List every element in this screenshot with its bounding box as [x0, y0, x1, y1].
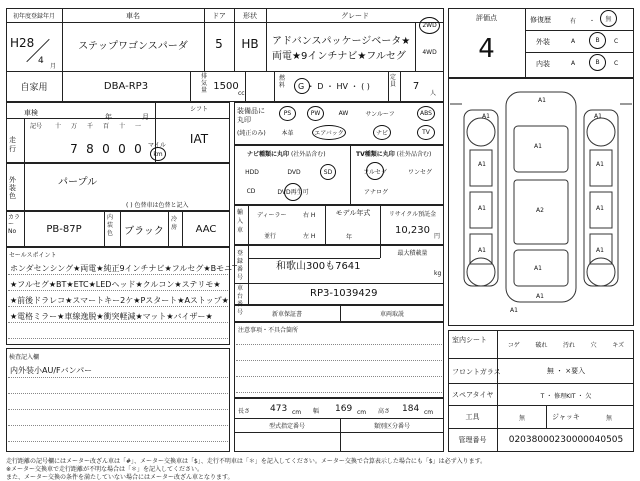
- damage-mark: A1: [534, 265, 542, 272]
- height-value: 184: [402, 404, 420, 414]
- score-label: 評価点: [476, 14, 497, 22]
- sales-point-line: ★前後ドラレコ★スマートキー2ケ★Pスタート★Aストップ★: [10, 296, 229, 305]
- digit-header: 十: [54, 123, 61, 130]
- displacement-label: 排気量: [201, 73, 208, 94]
- int-grade-a: A: [571, 60, 576, 67]
- ext-grade-c: C: [614, 38, 619, 45]
- int-grade-b: B: [595, 59, 600, 66]
- digit-header: 万: [70, 123, 77, 130]
- equip-tv: TV: [422, 129, 430, 136]
- tools-value: 無: [518, 414, 525, 422]
- capacity-unit: 人: [430, 90, 437, 97]
- sales-point-line: ホンダセンシング★両電★純正9インチナビ★フルセグ★BモニT: [10, 264, 237, 273]
- navi-dvd-play: DVD再生可: [277, 188, 309, 196]
- use-type: 自家用: [20, 82, 48, 93]
- digit-header: 千: [86, 123, 93, 130]
- equip-leather: 本革: [281, 130, 294, 137]
- frame-number: RP3-1039429: [310, 288, 378, 299]
- windshield-label: フロントガラス: [452, 368, 501, 376]
- interior-check-item: 破れ: [535, 342, 548, 349]
- damage-mark: A1: [478, 205, 486, 212]
- tv-oneseg: ワンセグ: [407, 168, 432, 176]
- windshield-options: 無 ・ ×要入: [546, 367, 586, 375]
- footer-note: ※メーター交換車で走行距離が不明な場合は「＊」を記入してください。: [6, 466, 204, 473]
- max-load-label: 最大積載量: [397, 249, 428, 257]
- repair-no: 無: [605, 16, 612, 23]
- unit-mile: マイル: [148, 142, 166, 149]
- interior-check-item: キズ: [612, 342, 625, 349]
- repair-yes: 有: [570, 18, 577, 25]
- tv-fullseg: フルセグ: [363, 168, 387, 176]
- length-value: 473: [270, 404, 288, 414]
- spare-tire-options: T ・ 修理KIT ・ 欠: [540, 392, 592, 400]
- inspector-block: [6, 348, 230, 452]
- equip-navi: ナビ: [375, 130, 388, 137]
- drive-4wd: 4WD: [422, 48, 437, 56]
- displacement-unit: cc: [238, 90, 245, 97]
- recycle-label: リサイクル預託金: [388, 210, 437, 218]
- import-label: 輸入車: [237, 209, 244, 234]
- frame-label: 車台番号: [237, 285, 244, 316]
- fuel-options: G ・ D ・ HV ・ ( ): [298, 82, 370, 91]
- equip-ps: PS: [283, 110, 292, 117]
- repaint-note: ( ) 色替車は色替と記入: [126, 202, 189, 209]
- odometer-symbol-label: 記号: [30, 123, 43, 130]
- fuel-label: 燃料: [279, 75, 286, 89]
- damage-mark: A1: [482, 113, 490, 120]
- navi-label: [247, 149, 326, 158]
- type-number-label: 型式指定番号: [268, 423, 305, 430]
- transmission: IAT: [189, 132, 209, 146]
- inspector-label: 検査記入欄: [9, 354, 40, 361]
- tv-label-text: TV種類に丸印: [356, 151, 395, 158]
- footer-note: また、メーター交換の条件を満たしていない場合にはメーター改ざん車となります。: [6, 474, 234, 481]
- damage-mark: A1: [478, 161, 486, 168]
- damage-mark: A1: [478, 247, 486, 254]
- interior-check-item: 汚れ: [563, 342, 576, 349]
- car-name-label: 車名: [126, 11, 140, 20]
- int-grade-c: C: [614, 60, 619, 67]
- damage-mark: A1: [596, 247, 604, 254]
- damage-mark: A1: [596, 161, 604, 168]
- jack-label: ジャッキ: [552, 413, 580, 421]
- exterior-grade-label: 外装: [536, 38, 550, 46]
- navi-label-text: ナビ種類に丸印: [247, 151, 290, 158]
- import-right-hand: 右 H: [303, 212, 316, 219]
- drive-2wd: 2WD: [422, 22, 437, 29]
- height-label: 高さ: [378, 408, 391, 415]
- exterior-color: パープル: [58, 177, 98, 188]
- equip-pw: PW: [310, 110, 321, 117]
- ext-grade-a: A: [571, 38, 576, 45]
- new-warranty-label: 新車保証書: [271, 311, 302, 318]
- notes-label: 注意事項・不具合箇所: [238, 327, 299, 334]
- import-parallel: 並行: [264, 233, 277, 240]
- car-diagram: [450, 80, 632, 324]
- displacement: 1500: [213, 80, 239, 92]
- odometer-digit: 0: [102, 142, 110, 156]
- import-dealer: ディーラー: [257, 212, 287, 219]
- tools-label: 工具: [465, 413, 480, 421]
- odometer-digit: 0: [118, 142, 126, 156]
- navi-cd: CD: [246, 187, 256, 195]
- odometer-digit-headers: [50, 121, 150, 129]
- manage-number: 02038000230000040505: [508, 435, 624, 445]
- model-year-unit: 年: [346, 234, 353, 241]
- damage-mark: A1: [538, 97, 546, 104]
- grade-line-1: アドバンスパッケージベータ★: [272, 36, 411, 47]
- model-year-label: モデル年式: [335, 209, 371, 217]
- width-unit: cm: [357, 409, 367, 416]
- manual-label: 車両取説: [379, 311, 404, 318]
- interior-check-item: 穴: [590, 342, 597, 349]
- interior-check-items: [500, 340, 632, 349]
- jack-value: 無: [606, 415, 613, 422]
- running-label: 走行: [9, 136, 16, 153]
- grade-label: グレード: [341, 11, 369, 20]
- capacity-label: 定員: [390, 74, 397, 88]
- grade-line-2: 両電★9インチナビ★フルセグ: [272, 51, 406, 62]
- odometer-digits: [66, 142, 150, 156]
- damage-mark: A1: [594, 113, 602, 120]
- shape-label: 形状: [243, 11, 257, 20]
- interior-seat-label: 室内シート: [452, 336, 487, 344]
- equip-sunroof: サンルーフ: [365, 111, 395, 118]
- color-no: PB-87P: [46, 223, 82, 235]
- vehicle-inspection-label: 車検: [24, 109, 38, 117]
- length-unit: cm: [292, 409, 302, 416]
- tv-note: (社外品含む): [396, 151, 432, 158]
- footer-note: 走行距離の記号欄にはメーター改ざん車は「#」、メーター交換車は「$」、走行不明車は「＊」を記入してください。メーター交換で合算表示した場合にも「$」は必ず入ります。: [6, 458, 487, 465]
- interior-check-item: コゲ: [507, 342, 520, 349]
- tv-label: [356, 149, 431, 158]
- first-reg-label: 初年度登録年月: [12, 13, 55, 20]
- body-shape: HB: [241, 37, 259, 51]
- plate-number: 和歌山300も7641: [276, 261, 361, 272]
- length-label: 長さ: [238, 408, 251, 415]
- interior-color: ブラック: [124, 225, 164, 237]
- interior-grade-label: 内装: [536, 60, 550, 68]
- tv-analog: アナログ: [363, 188, 388, 196]
- navi-dvd: DVD: [287, 168, 301, 176]
- navi-hdd: HDD: [245, 168, 259, 176]
- digit-header: 百: [102, 123, 109, 130]
- equipment-label: 装備品に丸印: [237, 107, 265, 124]
- sales-point-line: ★電格ミラー★車線逸脱★衝突軽減★マット★バイザー★: [10, 312, 213, 321]
- repair-separator: ・: [589, 18, 596, 25]
- width-value: 169: [335, 404, 353, 414]
- manage-no-label: 管理番号: [458, 436, 487, 444]
- sales-point-label: セールスポイント: [9, 252, 57, 259]
- score-value: 4: [478, 34, 495, 64]
- odometer-digit: 8: [86, 142, 94, 156]
- damage-mark: A2: [536, 207, 544, 214]
- damage-mark: A1: [510, 307, 518, 314]
- repair-label: 修復歴: [530, 16, 551, 24]
- equipment-sublabel: (純正のみ): [237, 130, 266, 137]
- max-load-unit: kg: [434, 270, 442, 277]
- capacity: 7: [412, 80, 420, 92]
- recycle-unit: 円: [434, 233, 441, 240]
- class-number-label: 類別区分番号: [373, 423, 410, 430]
- color-no-label: カラーNo: [8, 214, 21, 235]
- navi-sd: SD: [323, 168, 333, 176]
- interior-color-label: 内装色: [107, 214, 114, 237]
- odometer-digit: 7: [70, 142, 78, 156]
- door-count: 5: [215, 37, 223, 51]
- unit-km: km: [153, 150, 163, 158]
- height-unit: cm: [424, 409, 434, 416]
- plate-label: 登録番号: [237, 250, 244, 281]
- reg-month-unit: 月: [50, 63, 57, 70]
- digit-header: 十: [118, 123, 125, 130]
- digit-header: 一: [134, 123, 141, 130]
- equip-airbag: エアバック: [314, 130, 344, 137]
- exterior-block: [6, 163, 230, 211]
- inspector-note: 内外装小AU/Fバンパー: [10, 366, 93, 375]
- door-label: ドア: [212, 11, 226, 20]
- car-name: ステップワゴンスパーダ: [78, 40, 188, 52]
- ac-value: AAC: [195, 223, 217, 235]
- sales-point-line: ★フルセグ★BT★ETC★LEDヘッド★クルコン★ステリモ★: [10, 280, 221, 289]
- year-label: 年: [105, 113, 112, 121]
- navi-note: (社外品含む): [290, 151, 326, 158]
- reg-month: 4: [38, 56, 44, 66]
- damage-mark: A1: [534, 143, 542, 150]
- month-label: 月: [142, 113, 149, 121]
- width-label: 幅: [313, 408, 320, 415]
- import-left-hand: 左 H: [303, 233, 316, 240]
- era-year: H28: [10, 36, 35, 50]
- damage-mark: A1: [536, 293, 544, 300]
- damage-mark: A1: [596, 205, 604, 212]
- shift-label: シフト: [190, 106, 209, 113]
- recycle-amount: 10,230: [395, 225, 430, 236]
- exterior-color-label: 外装色: [9, 176, 16, 200]
- equip-aw: AW: [338, 110, 349, 117]
- odometer-digit: 0: [134, 142, 142, 156]
- model-code: DBA-RP3: [103, 80, 149, 92]
- spare-tire-label: スペアタイヤ: [452, 391, 494, 399]
- ext-grade-b: B: [595, 37, 600, 44]
- ac-label: 冷房: [171, 216, 178, 231]
- equip-abs: ABS: [420, 110, 432, 117]
